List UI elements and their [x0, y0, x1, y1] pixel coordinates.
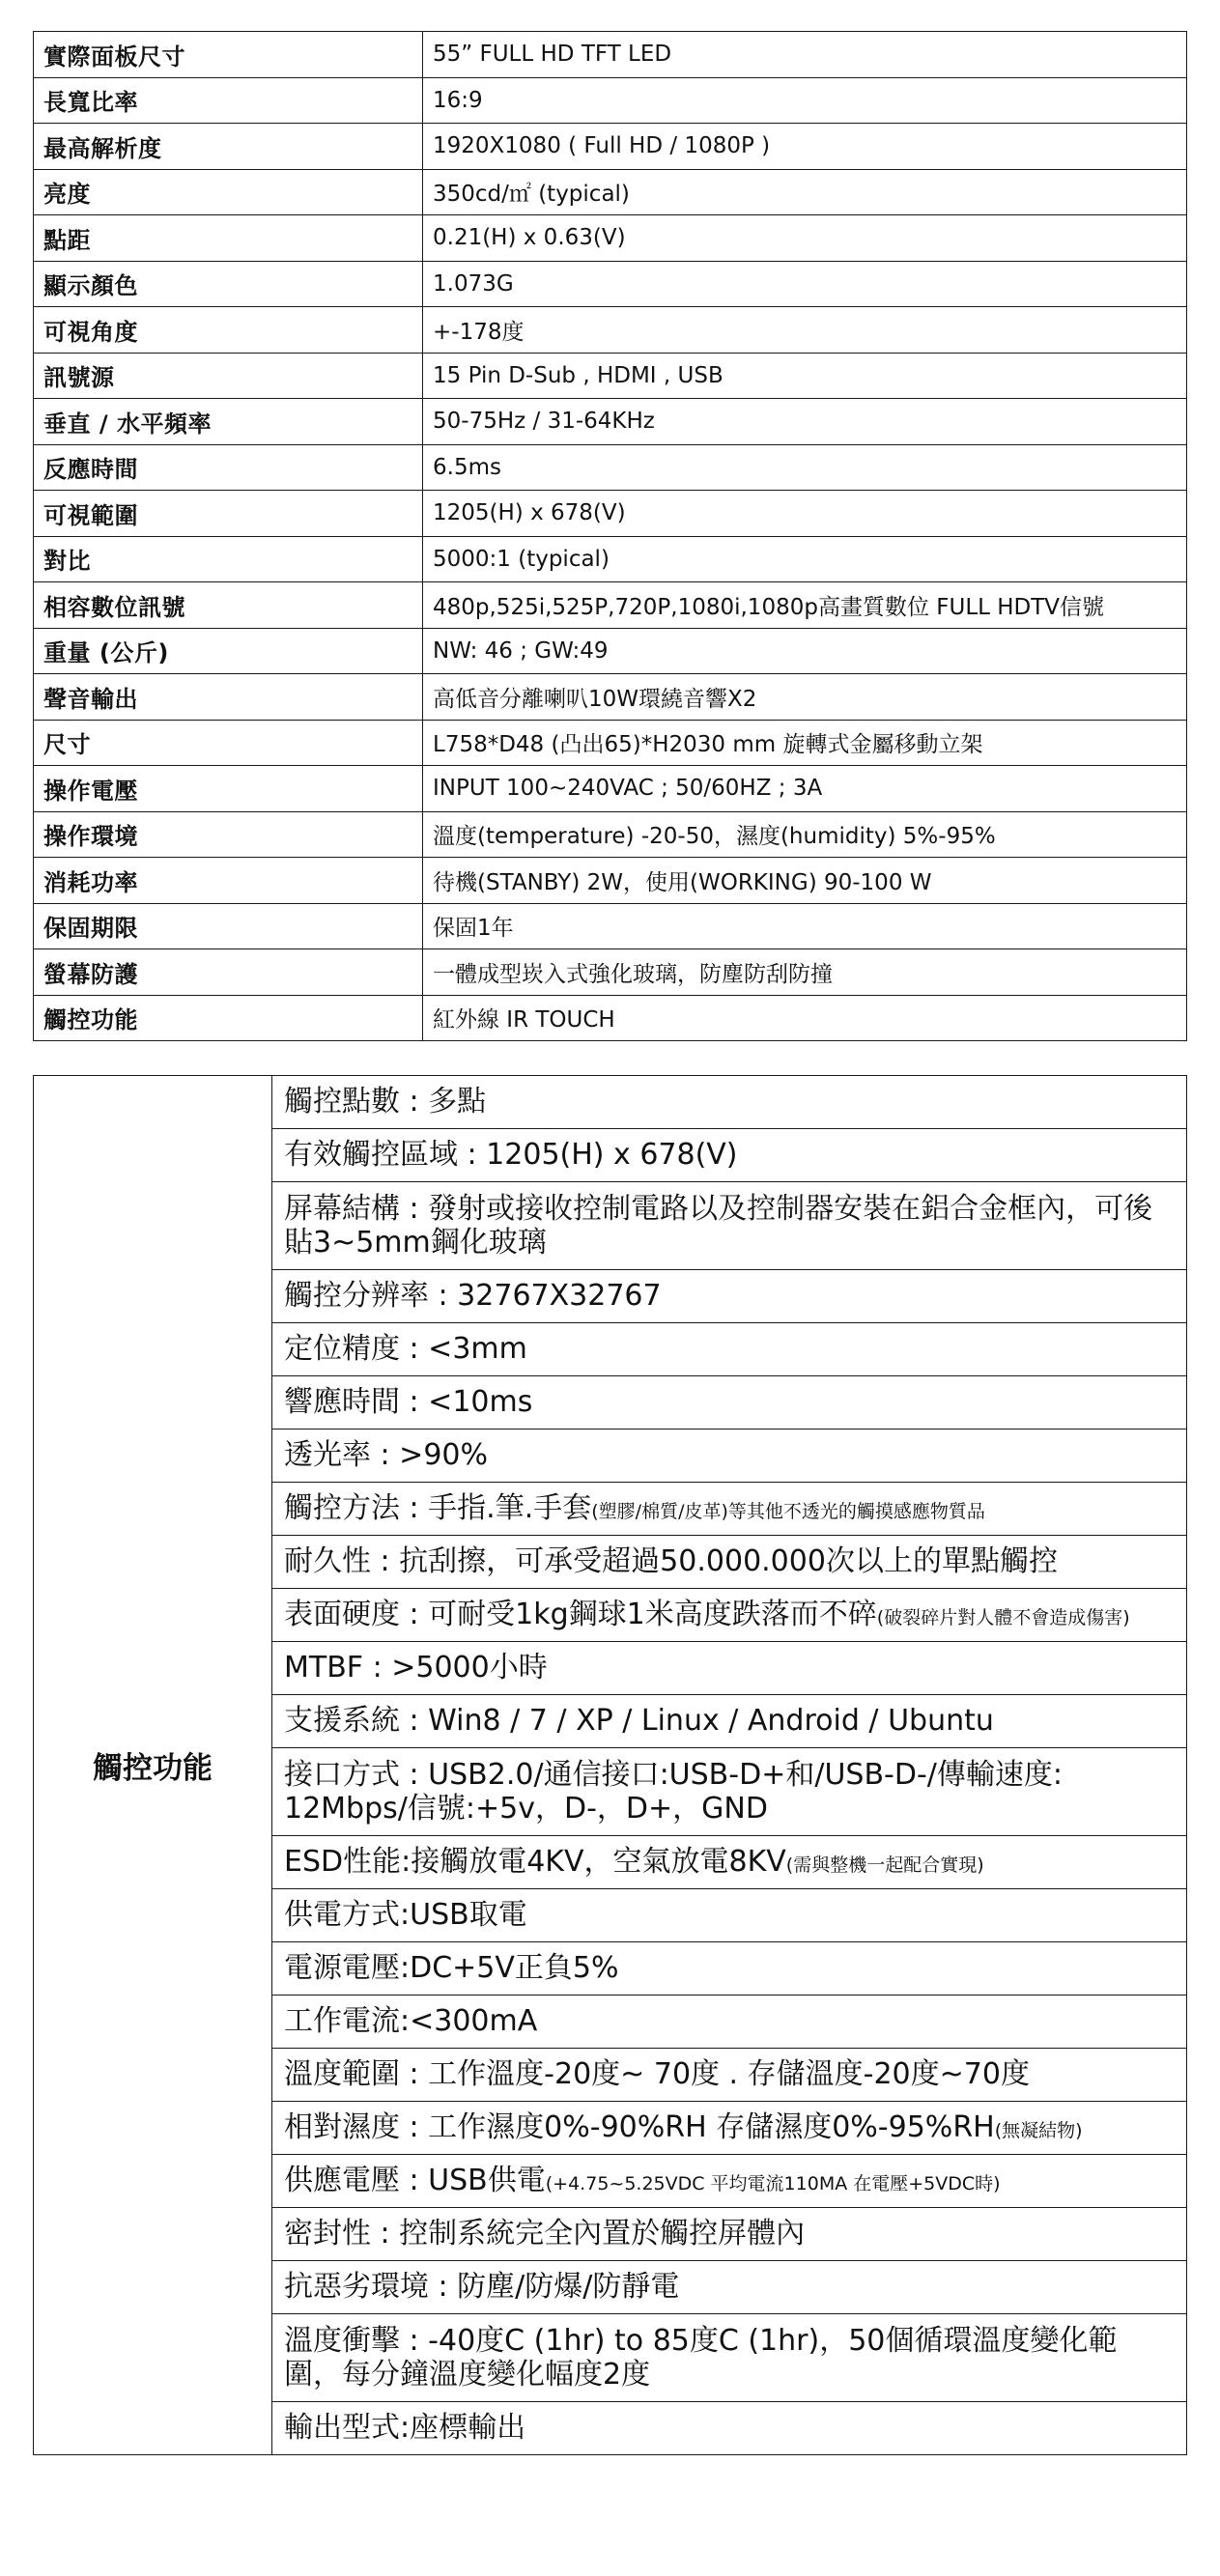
touch-feature-item — [272, 2314, 1187, 2402]
touch-feature-text: 輸出型式:座標輸出 — [284, 2411, 526, 2446]
touch-feature-item — [272, 1942, 1187, 1996]
spec-row — [34, 536, 1187, 582]
touch-feature-item — [272, 1129, 1187, 1182]
spec-value: 55” FULL HD TFT LED — [423, 32, 1187, 78]
touch-feature-text: 屏幕結構 : 發射或接收控制電路以及控制器安裝在鋁合金框內，可後貼3~5mm鋼化玻璃 — [284, 1191, 1153, 1260]
touch-feature-item — [272, 2102, 1187, 2155]
touch-feature-text: 溫度衝擊 : -40度C (1hr) to 85度C (1hr)，50個循環溫度變化範圍，每分鐘溫度變化幅度2度 — [284, 2323, 1118, 2392]
touch-feature-item — [272, 1182, 1187, 1270]
touch-feature-item — [272, 1430, 1187, 1483]
touch-feature-note: (無凝結物) — [994, 2120, 1083, 2142]
spec-value: 待機(STANBY) 2W，使用(WORKING) 90-100 W — [423, 858, 1187, 904]
touch-feature-item — [272, 1376, 1187, 1430]
touch-feature-item — [272, 1996, 1187, 2049]
spec-label: 長寬比率 — [34, 77, 423, 124]
spec-label: 反應時間 — [34, 444, 423, 491]
touch-feature-item — [272, 1695, 1187, 1748]
spec-value: L758*D48 (凸出65)*H2030 mm 旋轉式金屬移動立架 — [423, 720, 1187, 766]
spec-row — [34, 169, 1187, 215]
spec-row — [34, 949, 1187, 996]
spec-value: 5000:1 (typical) — [423, 536, 1187, 582]
spec-value: +-178度 — [423, 307, 1187, 354]
touch-feature-item — [272, 1889, 1187, 1942]
touch-feature-item — [272, 1642, 1187, 1695]
touch-feature-note: (需與整機一起配合實現) — [785, 1854, 984, 1877]
spec-row — [34, 399, 1187, 445]
touch-feature-text: 有效觸控區域 : 1205(H) x 678(V) — [284, 1138, 738, 1173]
spec-row — [34, 261, 1187, 307]
touch-feature-text: 定位精度 : <3mm — [284, 1332, 527, 1367]
touch-feature-item — [272, 2208, 1187, 2261]
touch-feature-item — [272, 1483, 1187, 1536]
spec-row — [34, 77, 1187, 124]
spec-label: 相容數位訊號 — [34, 582, 423, 629]
spec-value: 溫度(temperature) -20-50，濕度(humidity) 5%-95% — [423, 811, 1187, 858]
touch-feature-text: 觸控方法 : 手指.筆.手套 — [284, 1491, 592, 1526]
spec-label: 保固期限 — [34, 903, 423, 949]
spec-label: 點距 — [34, 215, 423, 262]
spec-row — [34, 32, 1187, 78]
spec-label: 觸控功能 — [34, 995, 423, 1041]
spec-value: 15 Pin D-Sub , HDMI , USB — [423, 353, 1187, 399]
spec-value: 50-75Hz / 31-64KHz — [423, 399, 1187, 445]
touch-feature-row — [34, 1076, 1187, 1129]
touch-feature-text: ESD性能:接觸放電4KV，空氣放電8KV — [284, 1845, 786, 1880]
spec-row — [34, 674, 1187, 721]
touch-feature-text: 密封性 : 控制系統完全內置於觸控屏體內 — [284, 2217, 806, 2251]
spec-value: INPUT 100~240VAC ; 50/60HZ ; 3A — [423, 766, 1187, 812]
spec-label: 實際面板尺寸 — [34, 32, 423, 78]
touch-feature-item — [272, 1536, 1187, 1589]
touch-feature-item — [272, 2402, 1187, 2455]
touch-feature-text: 抗惡劣環境 : 防塵/防爆/防靜電 — [284, 2270, 680, 2305]
touch-feature-text: 觸控點數 : 多點 — [284, 1085, 487, 1119]
spec-row — [34, 353, 1187, 399]
spec-table — [33, 31, 1187, 1041]
spec-value: NW: 46 ; GW:49 — [423, 628, 1187, 674]
spec-label: 消耗功率 — [34, 858, 423, 904]
spec-row — [34, 858, 1187, 904]
spec-value: 保固1年 — [423, 903, 1187, 949]
touch-feature-note: (破裂碎片對人體不會造成傷害) — [876, 1607, 1130, 1629]
touch-feature-text: 透光率 : >90% — [284, 1438, 488, 1473]
touch-feature-note: (塑膠/棉質/皮革)等其他不透光的觸摸感應物質品 — [591, 1501, 985, 1523]
spec-label: 對比 — [34, 536, 423, 582]
touch-feature-text: 相對濕度 : 工作濕度0%-90%RH 存儲濕度0%-95%RH — [284, 2110, 995, 2145]
spec-value: 1205(H) x 678(V) — [423, 491, 1187, 537]
touch-feature-text: 工作電流:<300mA — [284, 2004, 538, 2039]
spec-label: 最高解析度 — [34, 124, 423, 170]
touch-feature-item — [272, 1323, 1187, 1376]
spec-label: 螢幕防護 — [34, 949, 423, 996]
spec-value: 0.21(H) x 0.63(V) — [423, 215, 1187, 262]
touch-feature-text: 供電方式:USB取電 — [284, 1898, 527, 1933]
spec-row — [34, 444, 1187, 491]
spec-value: 480p,525i,525P,720P,1080i,1080p高畫質數位 FULL HDTV信號 — [423, 582, 1187, 629]
spec-row — [34, 582, 1187, 629]
touch-feature-item — [272, 1076, 1187, 1129]
spec-row — [34, 215, 1187, 262]
touch-feature-text: 表面硬度 : 可耐受1kg鋼球1米高度跌落而不碎 — [284, 1598, 877, 1632]
spec-value: 1920X1080 ( Full HD / 1080P ) — [423, 124, 1187, 170]
touch-table-body — [34, 1076, 1187, 2455]
touch-feature-text: 接口方式 : USB2.0/通信接口:USB-D+和/USB-D-/傳輸速度: 12Mbps/信號:+5v，D-，D+，GND — [284, 1757, 1063, 1826]
touch-function-table — [33, 1075, 1187, 2455]
touch-feature-text: 耐久性 : 抗刮擦，可承受超過50.000.000次以上的單點觸控 — [284, 1544, 1058, 1579]
spec-value: 1.073G — [423, 261, 1187, 307]
spec-label: 尺寸 — [34, 720, 423, 766]
spec-label: 重量 (公斤) — [34, 628, 423, 674]
spec-table-body — [34, 32, 1187, 1041]
touch-feature-item — [272, 1836, 1187, 1889]
touch-feature-item — [272, 2049, 1187, 2102]
touch-feature-note: (+4.75~5.25VDC 平均電流110MA 在電壓+5VDC時) — [545, 2173, 1001, 2195]
spec-row — [34, 307, 1187, 354]
spec-value: 6.5ms — [423, 444, 1187, 491]
touch-feature-text: 供應電壓 : USB供電 — [284, 2164, 546, 2198]
touch-feature-text: 觸控分辨率 : 32767X32767 — [284, 1279, 662, 1314]
spec-row — [34, 720, 1187, 766]
touch-feature-text: MTBF : >5000小時 — [284, 1651, 548, 1685]
spec-label: 可視角度 — [34, 307, 423, 354]
touch-feature-item — [272, 1270, 1187, 1323]
spec-row — [34, 903, 1187, 949]
touch-feature-item — [272, 2155, 1187, 2208]
spec-label: 亮度 — [34, 169, 423, 215]
spec-label: 顯示顏色 — [34, 261, 423, 307]
spec-label: 操作電壓 — [34, 766, 423, 812]
spec-label: 可視範圍 — [34, 491, 423, 537]
spec-row — [34, 995, 1187, 1041]
touch-feature-text: 支援系統 : Win8 / 7 / XP / Linux / Android / Ubuntu — [284, 1704, 994, 1739]
spec-value: 高低音分離喇叭10W環繞音響X2 — [423, 674, 1187, 721]
touch-section-label: 觸控功能 — [34, 1076, 272, 2455]
spec-value: 紅外線 IR TOUCH — [423, 995, 1187, 1041]
spec-value: 16:9 — [423, 77, 1187, 124]
spec-row — [34, 491, 1187, 537]
touch-feature-item — [272, 1748, 1187, 1836]
spec-label: 訊號源 — [34, 353, 423, 399]
spec-label: 聲音輸出 — [34, 674, 423, 721]
touch-feature-text: 響應時間 : <10ms — [284, 1385, 533, 1420]
spec-row — [34, 766, 1187, 812]
spec-value: 350cd/㎡ (typical) — [423, 169, 1187, 215]
touch-feature-item — [272, 2261, 1187, 2314]
spec-value: 一體成型崁入式強化玻璃，防塵防刮防撞 — [423, 949, 1187, 996]
spec-row — [34, 811, 1187, 858]
spec-label: 垂直 / 水平頻率 — [34, 399, 423, 445]
touch-feature-item — [272, 1589, 1187, 1642]
spec-row — [34, 124, 1187, 170]
spec-label: 操作環境 — [34, 811, 423, 858]
touch-feature-text: 電源電壓:DC+5V正負5% — [284, 1951, 619, 1986]
spec-row — [34, 628, 1187, 674]
touch-feature-text: 溫度範圍 : 工作溫度-20度~ 70度 . 存儲溫度-20度~70度 — [284, 2057, 1030, 2092]
